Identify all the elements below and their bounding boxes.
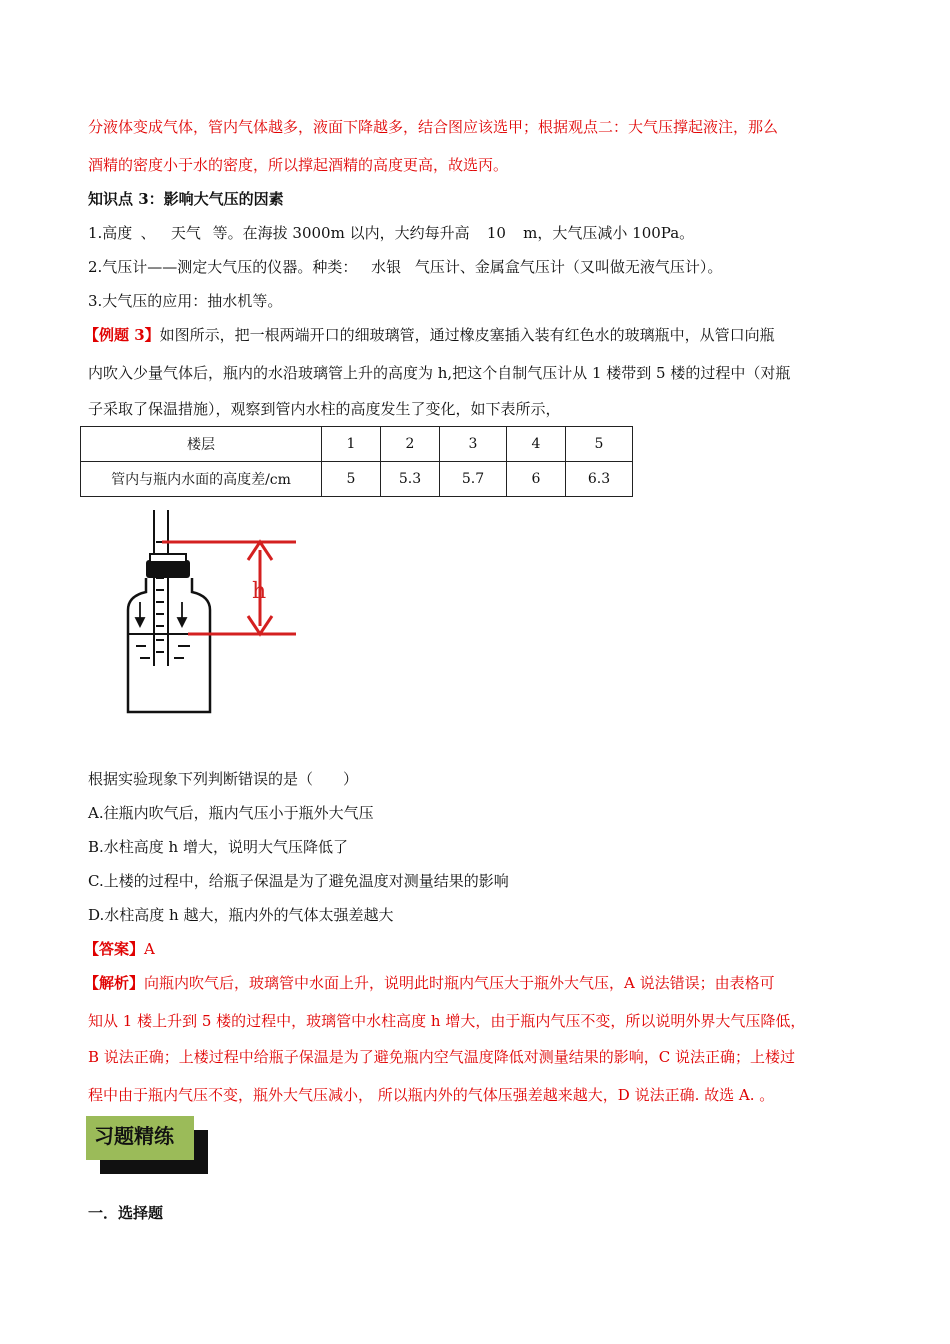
- intro-line-1: 分液体变成气体，管内气体越多，液面下降越多，结合图应该选甲；根据观点二：大气压撑起液注，那么: [88, 118, 779, 136]
- table-header-floor: 楼层: [81, 427, 322, 462]
- knowledge-point-2: [88, 256, 722, 278]
- kp2-suffix: 气压计、金属盒气压计（又叫做无液气压计）。: [414, 258, 723, 276]
- option-b: B.水柱高度 h 增大，说明大气压降低了: [88, 838, 348, 856]
- table-cell: 4: [507, 427, 566, 462]
- option-c: C.上楼的过程中，给瓶子保温是为了避免温度对测量结果的影响: [88, 872, 509, 890]
- answer-label: 【答案】: [84, 940, 145, 958]
- table-cell: 5.7: [440, 462, 507, 497]
- table-cell: 3: [440, 427, 507, 462]
- knowledge-point-1: [88, 222, 694, 244]
- example-label: 【例题 3】: [84, 326, 160, 344]
- table-cell: 1: [322, 427, 381, 462]
- answer-value: A: [144, 940, 155, 958]
- kp1-prefix: 1.高度: [88, 224, 133, 242]
- table-cell: 5: [322, 462, 381, 497]
- floor-height-table: [80, 426, 633, 497]
- example-line-3: 子采取了保温措施），观察到管内水柱的高度发生了变化，如下表所示，: [88, 400, 561, 418]
- option-a: A.往瓶内吹气后，瓶内气压小于瓶外大气压: [88, 804, 374, 822]
- kp1-suffix: m，大气压减小 100Pa。: [523, 224, 695, 242]
- example-line-1: [84, 324, 775, 346]
- kp1-sep: 、: [140, 224, 156, 242]
- analysis-line-4: 程中由于瓶内气压不变，瓶外大气压减小， 所以瓶内外的气体压强差越来越大，D 说法正确. 故选 A. 。: [88, 1086, 775, 1104]
- table-header-height: 管内与瓶内水面的高度差/cm: [81, 462, 322, 497]
- kp2-blank: 水银: [371, 258, 402, 276]
- practice-badge: 习题精练: [86, 1116, 194, 1160]
- barometer-figure: [118, 506, 308, 720]
- option-d: D.水柱高度 h 越大，瓶内外的气体太强差越大: [88, 906, 394, 924]
- table-cell: 5: [566, 427, 633, 462]
- intro-line-2: 酒精的密度小于水的密度，所以撑起酒精的高度更高，故选丙。: [88, 156, 509, 174]
- answer-line: [84, 938, 155, 960]
- analysis-text-1: 向瓶内吹气后，玻璃管中水面上升，说明此时瓶内气压大于瓶外大气压，A 说法错误；由表格可: [144, 974, 775, 992]
- analysis-line-3: B 说法正确；上楼过程中给瓶子保温是为了避免瓶内空气温度降低对测量结果的影响，C 说法正确；上楼过: [88, 1048, 796, 1066]
- analysis-line-2: 知从 1 楼上升到 5 楼的过程中，玻璃管中水柱高度 h 增大，由于瓶内气压不变，所以说明外界大气压降低，: [88, 1012, 806, 1030]
- example-text-1: 如图所示，把一根两端开口的细玻璃管，通过橡皮塞插入装有红色水的玻璃瓶中，从管口向瓶: [159, 326, 775, 344]
- question-stem: 根据实验现象下列判断错误的是（ ）: [88, 770, 359, 788]
- kp1-blank-2: 天气: [170, 224, 201, 242]
- knowledge-heading: 知识点 3：影响大气压的因素: [88, 190, 284, 208]
- table-cell: 2: [381, 427, 440, 462]
- table-cell: 6: [507, 462, 566, 497]
- table-cell: 6.3: [566, 462, 633, 497]
- table-cell: 5.3: [381, 462, 440, 497]
- knowledge-point-3: 3.大气压的应用：抽水机等。: [88, 292, 283, 310]
- kp1-blank-3: 10: [486, 224, 506, 242]
- kp1-mid: 等。在海拔 3000m 以内，大约每升高: [212, 224, 470, 242]
- section-heading: 一．选择题: [88, 1204, 164, 1222]
- h-label: h: [252, 579, 267, 604]
- kp2-prefix: 2.气压计——测定大气压的仪器。种类：: [88, 258, 358, 276]
- analysis-label: 【解析】: [84, 974, 145, 992]
- table-row: [81, 427, 633, 462]
- table-row: [81, 462, 633, 497]
- example-line-2: 内吹入少量气体后，瓶内的水沿玻璃管上升的高度为 h,把这个自制气压计从 1 楼带到 5 楼的过程中（对瓶: [88, 364, 791, 382]
- analysis-line-1: [84, 972, 775, 994]
